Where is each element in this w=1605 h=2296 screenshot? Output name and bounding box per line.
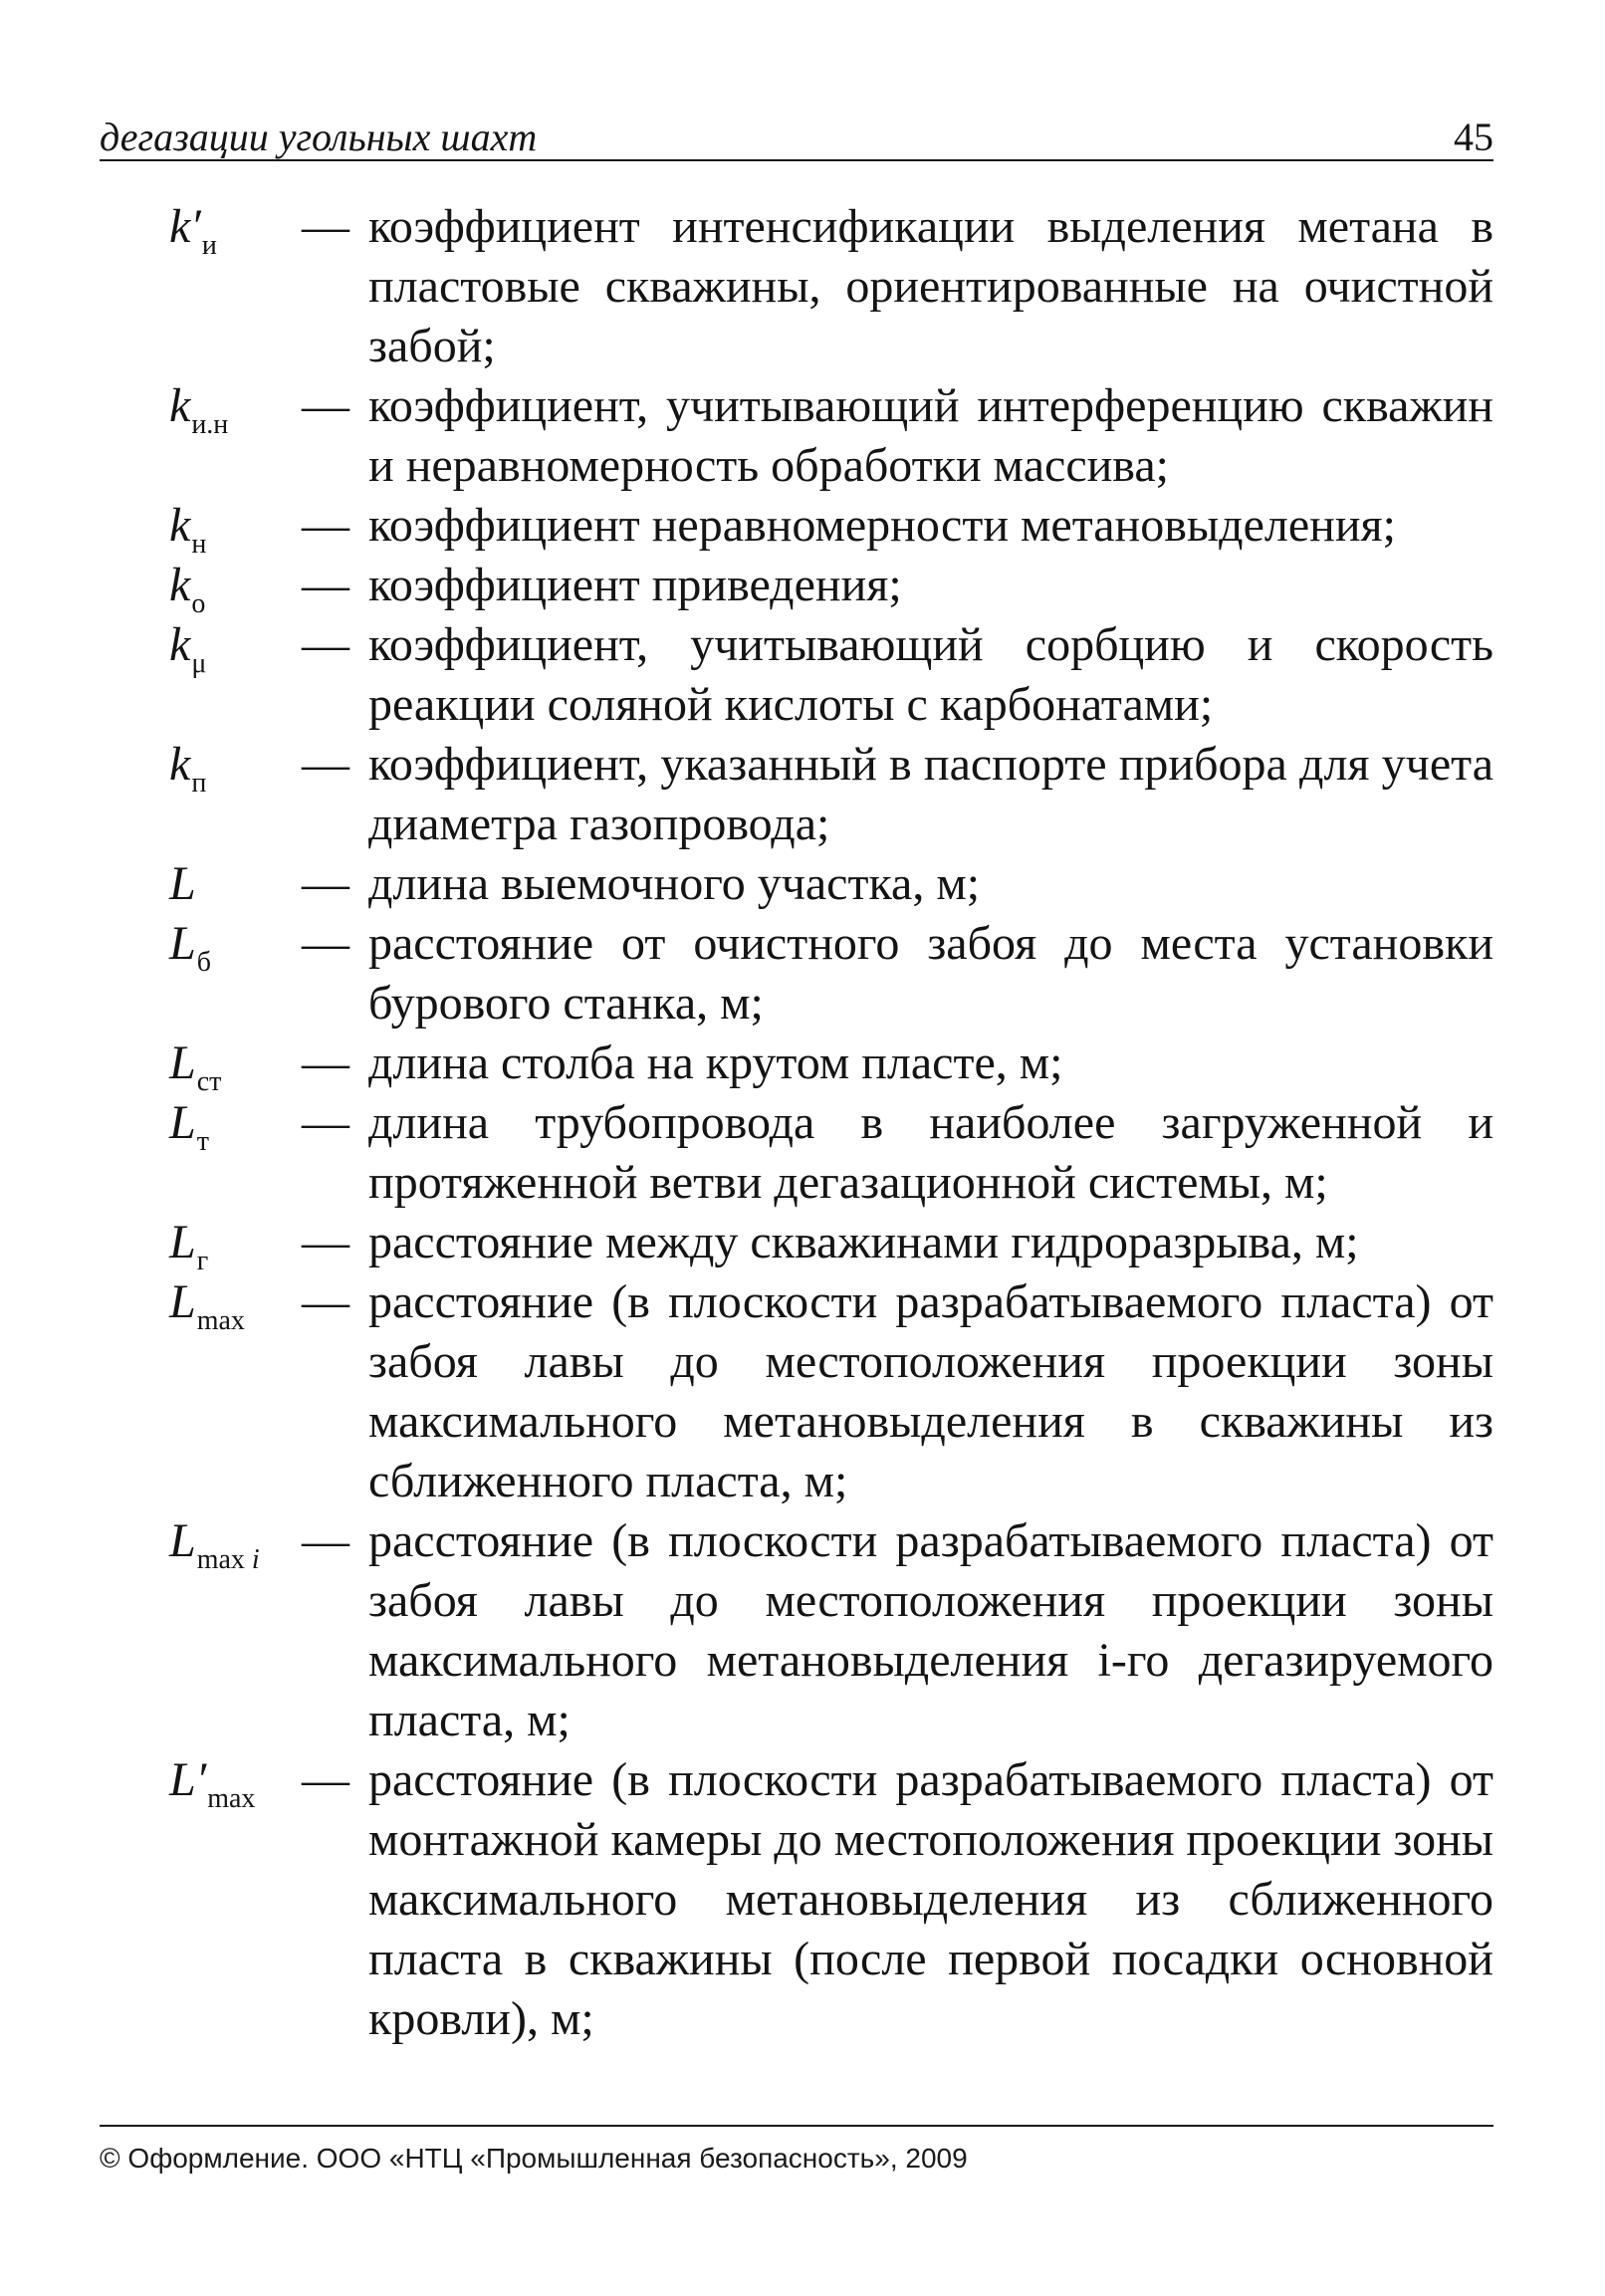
page-number: 45: [1454, 115, 1493, 159]
em-dash: —: [302, 559, 349, 611]
symbol-subscript: и: [201, 230, 217, 261]
notation-symbol: $L_г$: [169, 1216, 209, 1276]
symbol-subscript: г: [196, 1246, 209, 1276]
notation-definition: расстояние (в плоскости разрабатываемого пласта) от забоя лавы до местоположения проекции зоны максимального метановыделения в скважины из сближенного пласта, м;: [368, 1275, 1493, 1507]
notation-definition: расстояние от очистного забоя до места установки бурового станка, м;: [368, 917, 1493, 1030]
notation-definition: длина столба на крутом пласте, м;: [368, 1036, 1063, 1089]
symbol-subscript: п: [191, 768, 207, 799]
footer-rule: [100, 2125, 1493, 2127]
notation-symbol: $L'_{max}$: [169, 1753, 256, 1814]
notation-definition: длина выемочного участка, м;: [368, 857, 981, 910]
notation-definition: коэффициент, учитывающий интерференцию скважин и неравномерность обработки массива;: [368, 379, 1493, 492]
notation-definition: коэффициент, указанный в паспорте прибора для учета диаметра газопровода;: [368, 738, 1493, 850]
em-dash: —: [302, 1753, 349, 1806]
notation-symbol: $k_п$: [169, 738, 207, 799]
symbol-subscript: о: [191, 588, 206, 619]
em-dash: —: [302, 738, 349, 791]
notation-entry: [100, 1511, 1503, 1750]
notation-definition: расстояние (в плоскости разрабатываемого пласта) от забоя лавы до местоположения проекции зоны максимального метановыделения i-го дегазируемого пласта, м;: [368, 1514, 1493, 1746]
header-rule: [100, 159, 1493, 161]
notation-entry: [100, 496, 1503, 560]
em-dash: —: [302, 1275, 349, 1328]
em-dash: —: [302, 1216, 349, 1268]
notation-entry: [100, 376, 1503, 496]
symbol-subscript: ст: [196, 1066, 222, 1097]
notation-symbol: $k_\mu$: [169, 618, 207, 679]
em-dash: —: [302, 379, 349, 432]
notation-entry: [100, 735, 1503, 854]
em-dash: —: [302, 857, 349, 910]
notation-entry: [100, 914, 1503, 1033]
notation-definition: коэффициент интенсификации выделения метана в пластовые скважины, ориентированные на очистной забой;: [368, 200, 1493, 372]
notation-symbol: L: [169, 857, 196, 910]
em-dash: —: [302, 1514, 349, 1567]
em-dash: —: [302, 200, 349, 253]
notation-symbol: $L_б$: [169, 917, 211, 978]
symbol-subscript: max i: [196, 1544, 260, 1575]
symbol-subscript: max: [207, 1783, 256, 1814]
notation-definition: расстояние (в плоскости разрабатываемого пласта) от монтажной камеры до местоположения проекции зоны максимального метановыделения из сближенного пласта в скважины (после первой посадки основной кровли), м;: [368, 1753, 1493, 2045]
symbol-subscript: max: [196, 1305, 245, 1336]
notation-symbol: $k_о$: [169, 559, 206, 619]
symbol-subscript: μ: [191, 648, 207, 679]
notation-entry: [100, 615, 1503, 735]
notation-entry: [100, 1750, 1503, 2049]
notation-entry: [100, 1093, 1503, 1213]
em-dash: —: [302, 1036, 349, 1089]
notation-symbol: $k_{и.н}$: [169, 379, 229, 440]
em-dash: —: [302, 1096, 349, 1149]
running-title: дегазации угольных шахт: [100, 115, 538, 159]
notation-entry: [100, 197, 1503, 376]
notation-list: [100, 197, 1503, 2049]
notation-definition: коэффициент приведения;: [368, 559, 902, 611]
notation-entry: [100, 1272, 1503, 1511]
notation-entry: [100, 854, 1503, 914]
symbol-subscript: и.н: [191, 409, 229, 440]
notation-symbol: $L_т$: [169, 1096, 209, 1157]
notation-symbol: $L_{ст}$: [169, 1036, 222, 1097]
em-dash: —: [302, 499, 349, 552]
notation-entry: [100, 1033, 1503, 1097]
em-dash: —: [302, 917, 349, 970]
symbol-subscript: н: [191, 529, 207, 560]
notation-symbol: $L_{max i}$: [169, 1514, 260, 1575]
notation-definition: длина трубопровода в наиболее загруженной и протяженной ветви дегазационной системы, м;: [368, 1096, 1493, 1209]
notation-definition: коэффициент, учитывающий сорбцию и скорость реакции соляной кислоты с карбонатами;: [368, 618, 1493, 731]
notation-symbol: $k'_и$: [169, 200, 217, 261]
notation-symbol: $k_н$: [169, 499, 207, 560]
em-dash: —: [302, 618, 349, 671]
running-header: [100, 108, 1493, 163]
notation-entry: [100, 1213, 1503, 1276]
notation-entry: [100, 556, 1503, 619]
copyright-footer: © Оформление. ООО «НТЦ «Промышленная безопасность», 2009: [100, 2143, 968, 2174]
symbol-subscript: б: [196, 947, 211, 978]
notation-symbol: $L_{max}$: [169, 1275, 245, 1336]
symbol-subscript: т: [196, 1126, 209, 1157]
notation-definition: коэффициент неравномерности метановыделения;: [368, 499, 1396, 552]
notation-definition: расстояние между скважинами гидроразрыва, м;: [368, 1216, 1359, 1268]
